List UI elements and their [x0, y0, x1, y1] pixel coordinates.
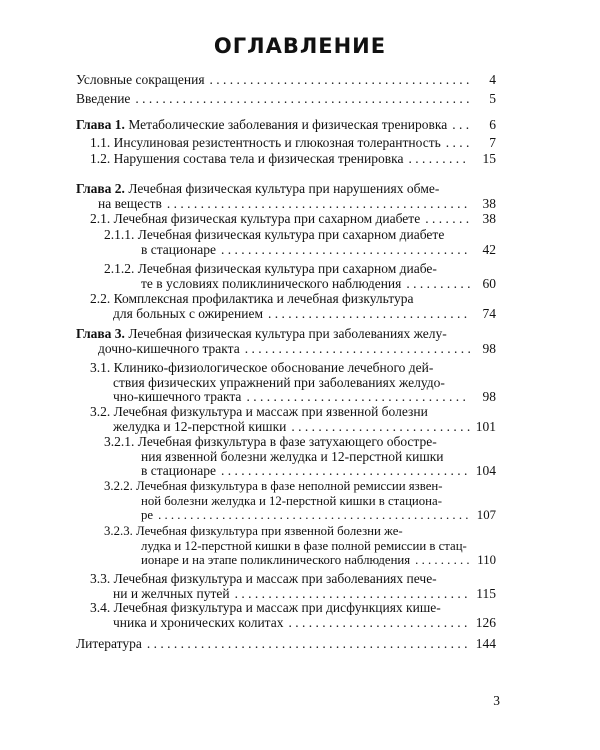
- toc-title: ОГЛАВЛЕНИЕ: [213, 34, 387, 58]
- page-ref: 101: [475, 418, 496, 434]
- toc-entry-introduction[interactable]: Введение . . . 5: [76, 92, 496, 107]
- leader-dots: [284, 616, 471, 631]
- chapter-label: Глава 1.: [76, 117, 125, 132]
- page-number: 3: [493, 693, 500, 708]
- leader-dots: [240, 342, 470, 357]
- page-ref: 38: [482, 195, 496, 211]
- leader-dots: [286, 420, 470, 435]
- chapter-label: Глава 3.: [76, 326, 125, 341]
- toc-entry-1-2[interactable]: 1.2. Нарушения состава тела и физическая тренировка . . . 15: [90, 152, 496, 167]
- page-ref: 60: [482, 275, 496, 291]
- page-ref: 74: [482, 305, 496, 321]
- page-ref: 144: [475, 636, 496, 651]
- leader-dots: [401, 277, 470, 292]
- page-ref: 4: [489, 72, 496, 87]
- page-ref: 115: [476, 585, 496, 601]
- toc-entry-chapter-3[interactable]: Глава 3. Лечебная физическая культура при заболеваниях желу- дочно-кишечного тракта . . . 98: [76, 327, 496, 356]
- page-ref: 7: [489, 135, 496, 150]
- page-ref: 6: [489, 117, 496, 132]
- toc-entry-2-1-2[interactable]: 2.1.2. Лечебная физическая культура при сахарном диабе- те в условиях поликлинического наблюдения . . . 60: [104, 262, 496, 291]
- leader-dots: [153, 508, 470, 523]
- toc-entry-1-1[interactable]: 1.1. Инсулиновая резистентность и глюкозная толерантность . . . 7: [90, 136, 496, 151]
- toc-entry-3-2[interactable]: 3.2. Лечебная физкультура и массаж при язвенной болезни желудка и 12-перстной кишки . . . 101: [90, 405, 496, 434]
- toc-entry-3-1[interactable]: 3.1. Клинико-физиологическое обоснование лечебного дей- ствия физических упражнений при заболеваниях желудо- чно-кишечного тракта . . . 98: [90, 361, 496, 405]
- toc-entry-3-4[interactable]: 3.4. Лечебная физкультура и массаж при дисфункциях кише- чника и хронических колитах . . . 126: [90, 601, 496, 630]
- leader-dots: [130, 92, 470, 107]
- page-ref: 15: [482, 151, 496, 166]
- toc-entry-abbreviations[interactable]: Условные сокращения . . . 4: [76, 73, 496, 88]
- page-ref: 98: [482, 340, 496, 356]
- page-ref: 110: [477, 553, 496, 568]
- toc-entry-3-2-2[interactable]: 3.2.2. Лечебная физкультура в фазе неполной ремиссии язвен- ной болезни желудка и 12-перстной кишки в стациона- ре . . . 107: [104, 479, 496, 523]
- leader-dots: [230, 587, 470, 602]
- toc-entry-chapter-1[interactable]: Глава 1. Метаболические заболевания и физическая тренировка . . . 6: [76, 118, 496, 133]
- leader-dots: [216, 464, 470, 479]
- leader-dots: [263, 307, 470, 322]
- toc-entry-literature[interactable]: Литература . . . 144: [76, 637, 496, 652]
- leader-dots: [447, 118, 470, 133]
- toc-entry-2-1[interactable]: 2.1. Лечебная физическая культура при сахарном диабете . . . 38: [90, 212, 496, 227]
- leader-dots: [420, 212, 470, 227]
- page-ref: 126: [475, 614, 496, 630]
- leader-dots: [205, 73, 470, 88]
- page-ref: 107: [476, 508, 496, 523]
- leader-dots: [162, 197, 470, 212]
- page-ref: 42: [482, 241, 496, 257]
- page-ref: 38: [482, 211, 496, 226]
- toc-entry-2-2[interactable]: 2.2. Комплексная профилактика и лечебная физкультура для больных с ожирением . . . 74: [90, 292, 496, 321]
- toc-entry-chapter-2[interactable]: Глава 2. Лечебная физическая культура при нарушениях обме- на веществ . . . 38: [76, 182, 496, 211]
- page-ref: 5: [489, 91, 496, 106]
- toc-entry-3-2-3[interactable]: 3.2.3. Лечебная физкультура при язвенной болезни же- лудка и 12-перстной кишки в фазе полной ремиссии в стац- ионаре и на этапе поликлинического наблюдения . . . 110: [104, 524, 496, 568]
- toc-entry-3-2-1[interactable]: 3.2.1. Лечебная физкультура в фазе затухающего обостре- ния язвенной болезни желудка и 12-перстной кишки в стационаре . . . 104: [104, 435, 496, 479]
- toc-entry-2-1-1[interactable]: 2.1.1. Лечебная физическая культура при сахарном диабете в стационаре . . . 42: [104, 228, 496, 257]
- leader-dots: [216, 243, 470, 258]
- leader-dots: [142, 637, 470, 652]
- chapter-label: Глава 2.: [76, 181, 125, 196]
- leader-dots: [241, 390, 470, 405]
- leader-dots: [410, 553, 470, 568]
- leader-dots: [403, 152, 470, 167]
- page-ref: 104: [475, 463, 496, 479]
- toc-entry-3-3[interactable]: 3.3. Лечебная физкультура и массаж при заболеваниях пече- ни и желчных путей . . . 115: [90, 572, 496, 601]
- page-ref: 98: [482, 389, 496, 405]
- leader-dots: [441, 136, 470, 151]
